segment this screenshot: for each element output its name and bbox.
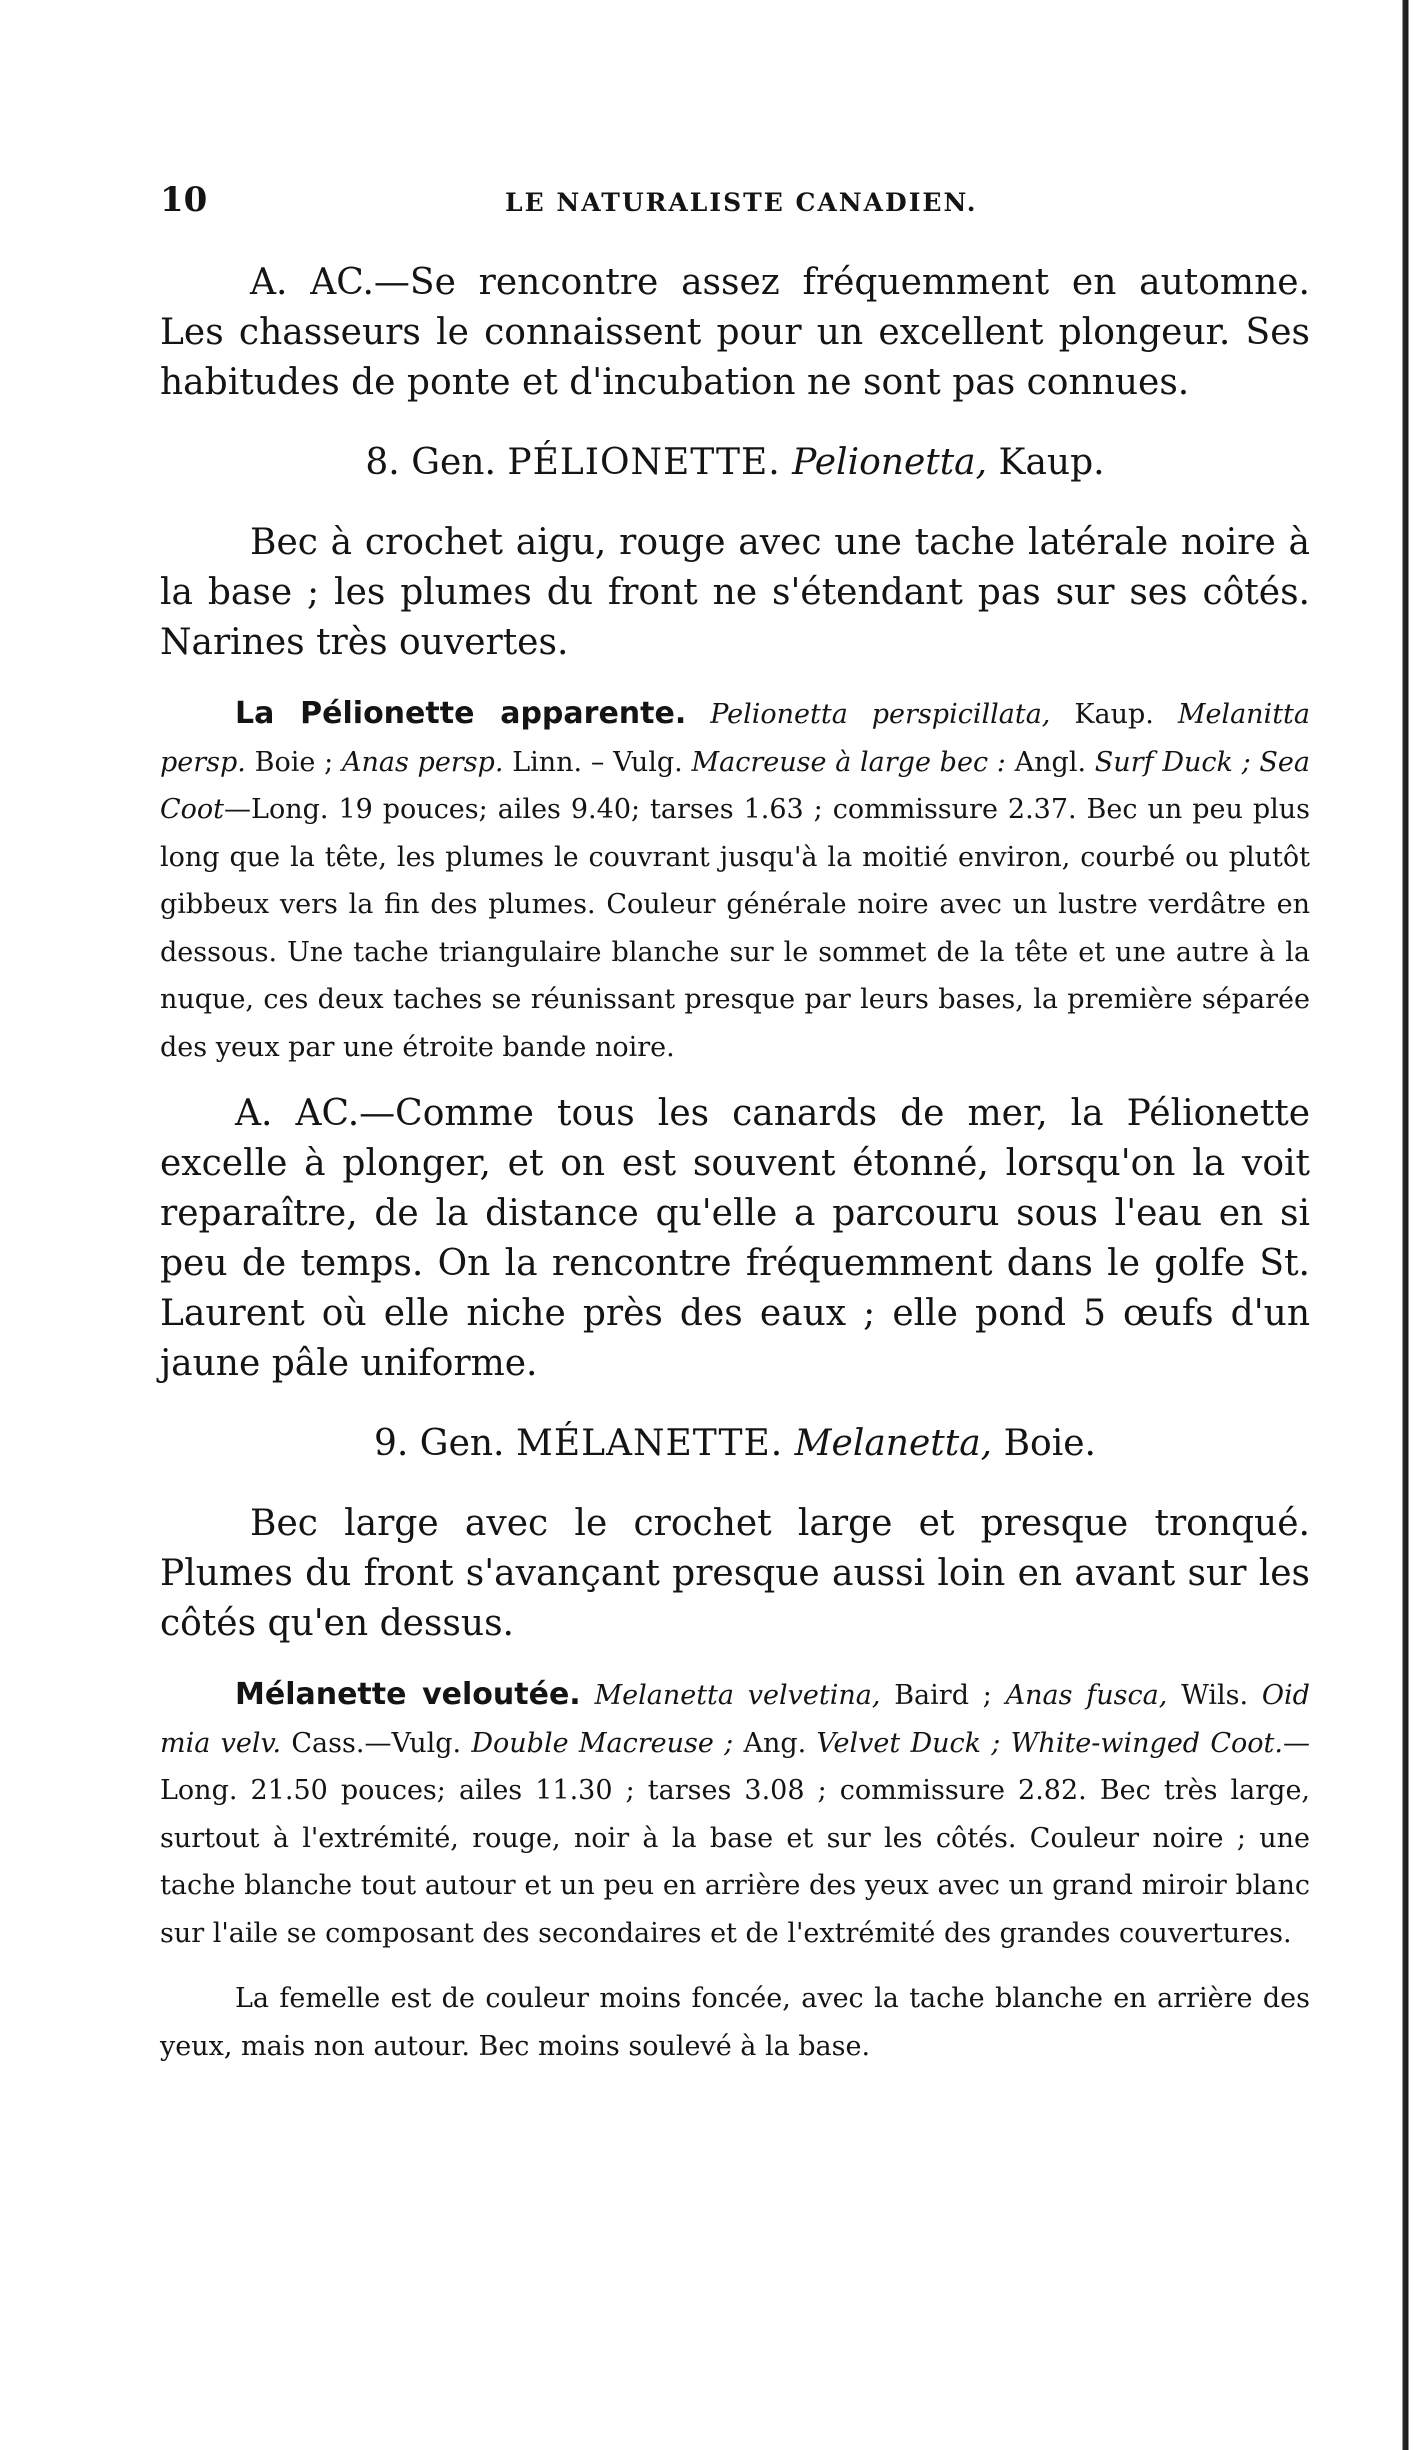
english-label: Ang. bbox=[743, 1727, 807, 1759]
vulgar-name: Macreuse à large bec : bbox=[691, 746, 1006, 778]
english-label: Angl. bbox=[1014, 746, 1087, 778]
genus-heading-8 bbox=[160, 438, 1310, 488]
paragraph-ac-2: A. AC.—Comme tous les canards de mer, la Pélionette excelle à plonger, et on est souvent étonné, lorsqu'on la voit reparaître, de la distance qu'elle a parcouru sous l'eau en si peu de temps. On la rencontre fréquemment dans le golfe St. Laurent où elle niche près des eaux ; elle pond 5 œufs d'un jaune pâle uniforme. bbox=[160, 1093, 1310, 1384]
page-content bbox=[160, 180, 1310, 2070]
synonym-1: Melanitta persp. bbox=[160, 699, 1310, 778]
genus-latin: Pelionetta, bbox=[792, 442, 988, 483]
species-entry-2 bbox=[160, 1671, 1310, 1957]
english-names: Surf Duck ; Sea Coot bbox=[160, 746, 1310, 825]
genus-author: Boie. bbox=[1003, 1423, 1096, 1464]
page-number: 10 bbox=[160, 180, 208, 220]
page-header bbox=[160, 180, 1310, 230]
species-name: Mélanette veloutée. bbox=[235, 1677, 581, 1712]
synonym-1-author: Wils. bbox=[1181, 1680, 1249, 1711]
synonym-2-author: Cass.—Vulg. bbox=[291, 1727, 462, 1759]
genus-number: 9. Gen. bbox=[374, 1423, 505, 1464]
genus-description-9: Bec large avec le crochet large et presque tronqué. Plumes du front s'avançant presque aussi loin en avant sur les côtés qu'en dessus. bbox=[160, 1503, 1310, 1644]
species-description: —Long. 21.50 pouces; ailes 11.30 ; tarses 3.08 ; commissure 2.82. Bec très large, surtout à l'extrémité, rouge, noir à la base et sur les côtés. Couleur noire ; une tache blanche tout autour et un peu en arrière des yeux avec un grand miroir blanc sur l'aile se composant des secondaires et de l'extrémité des grandes couvertures. bbox=[160, 1727, 1310, 1949]
genus-author: Kaup. bbox=[998, 442, 1105, 483]
species-latin: Melanetta velvetina, bbox=[594, 1680, 881, 1711]
species-description: —Long. 19 pouces; ailes 9.40; tarses 1.63 ; commissure 2.37. Bec un peu plus long que la tête, les plumes le couvrant jusqu'à la moitié environ, courbé ou plutôt gibbeux vers la fin des plumes. Couleur générale noire avec un lustre verdâtre en dessous. Une tache triangulaire blanche sur le sommet de la tête et une autre à la nuque, ces deux taches se réunissant presque par leurs bases, la première séparée des yeux par une étroite bande noire. bbox=[160, 794, 1310, 1063]
vulgar-name: Double Macreuse ; bbox=[471, 1727, 734, 1759]
synonym-2: Anas persp. bbox=[341, 746, 504, 778]
genus-latin: Melanetta, bbox=[794, 1423, 993, 1464]
genus-name: PÉLIONETTE. bbox=[507, 442, 781, 483]
synonym-1: Anas fusca, bbox=[1005, 1680, 1168, 1711]
genus-description-8: Bec à crochet aigu, rouge avec une tache latérale noire à la base ; les plumes du front ne s'étendant pas sur ses côtés. Narines très ouvertes. bbox=[160, 522, 1310, 663]
paragraph-ac-1: A. AC.—Se rencontre assez fréquemment en automne. Les chasseurs le connaissent pour un excellent plongeur. Ses habitudes de ponte et d'incubation ne sont pas connues. bbox=[160, 262, 1310, 403]
species-latin: Pelionetta perspicillata, bbox=[710, 699, 1051, 730]
genus-heading-9 bbox=[160, 1419, 1310, 1469]
page-edge bbox=[1396, 0, 1416, 2450]
synonym-2: Oid mia velv. bbox=[160, 1680, 1310, 1759]
female-description: La femelle est de couleur moins foncée, avec la tache blanche en arrière des yeux, mais non autour. Bec moins soulevé à la base. bbox=[160, 1983, 1310, 2062]
synonym-1-author: Boie ; bbox=[254, 746, 334, 778]
species-name: La Pélionette apparente. bbox=[235, 696, 687, 731]
species-author: Kaup. bbox=[1074, 699, 1154, 730]
genus-number: 8. Gen. bbox=[365, 442, 496, 483]
synonym-2-author: Linn. – Vulg. bbox=[512, 746, 683, 778]
genus-name: MÉLANETTE. bbox=[515, 1423, 784, 1464]
english-names: Velvet Duck ; White-winged Coot. bbox=[816, 1727, 1283, 1759]
species-entry-1 bbox=[160, 690, 1310, 1071]
running-title: LE NATURALISTE CANADIEN. bbox=[505, 188, 978, 217]
species-author: Baird ; bbox=[894, 1680, 992, 1711]
